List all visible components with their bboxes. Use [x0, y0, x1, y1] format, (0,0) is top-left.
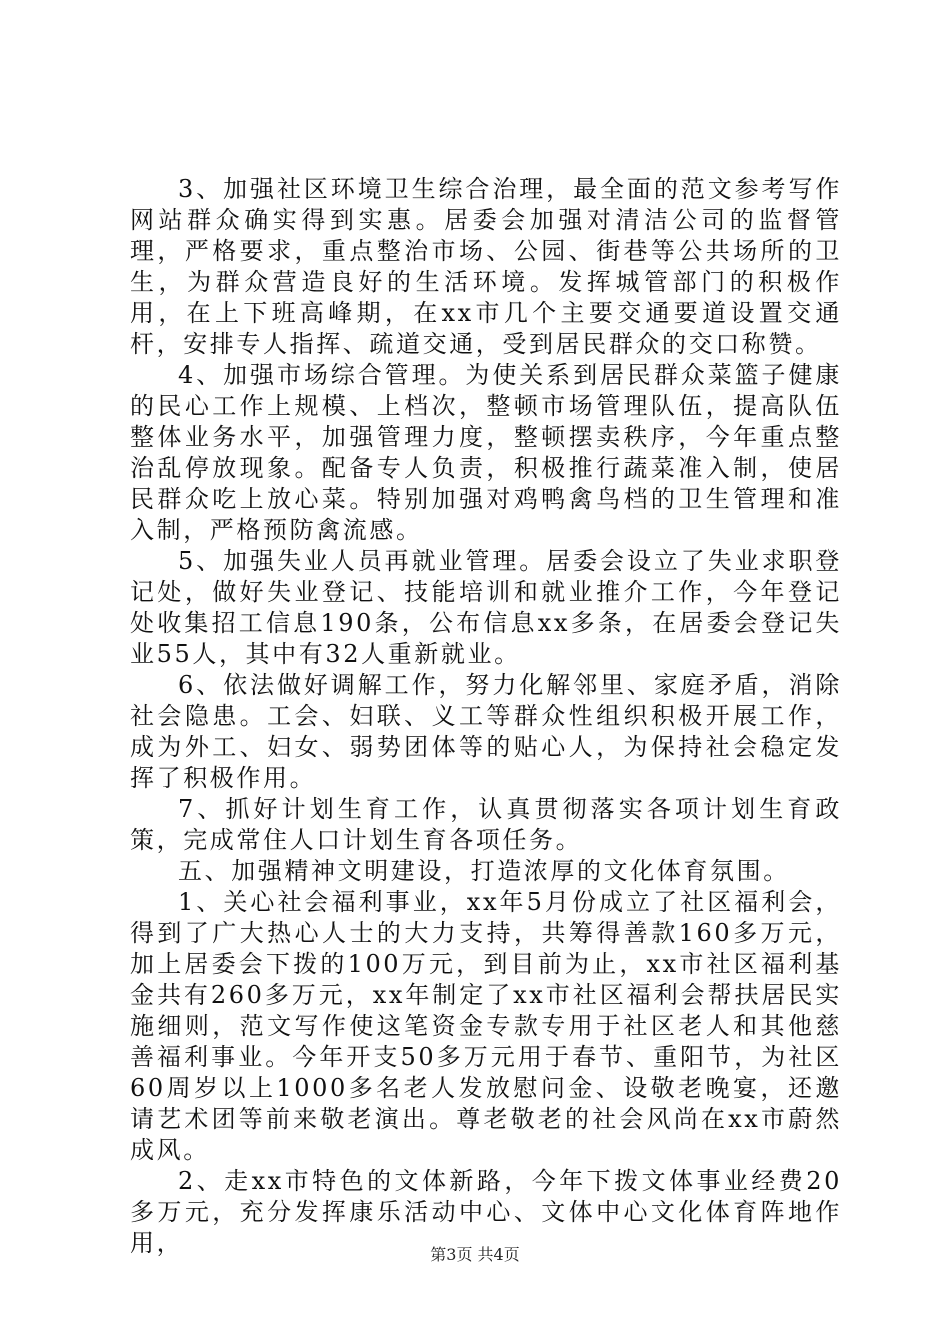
paragraph-item-4: 4、加强市场综合管理。为使关系到居民群众菜篮子健康的民心工作上规模、上档次，整顿市场管理队伍，提高队伍整体业务水平，加强管理力度，整顿摆卖秩序，今年重点整治乱停放现象。配备专人负责，积极推行蔬菜准入制，使居民群众吃上放心菜。特别加强对鸡鸭禽鸟档的卫生管理和准入制，严格预防禽流感。 — [130, 361, 842, 544]
section-heading-five: 五、加强精神文明建设，打造浓厚的文化体育氛围。 — [178, 857, 790, 885]
paragraph-item-6: 6、依法做好调解工作，努力化解邻里、家庭矛盾，消除社会隐患。工会、妇联、义工等群众性组织积极开展工作，成为外工、妇女、弱势团体等的贴心人，为保持社会稳定发挥了积极作用。 — [130, 671, 842, 792]
page-number-footer: 第3页 共4页 — [430, 1245, 520, 1264]
paragraph-item-2: 2、走xx市特色的文体新路，今年下拨文体事业经费20多万元，充分发挥康乐活动中心、文体中心文化体育阵地作用， — [130, 1167, 842, 1257]
paragraph-item-3: 3、加强社区环境卫生综合治理，最全面的范文参考写作网站群众确实得到实惠。居委会加强对清洁公司的监督管理，严格要求，重点整治市场、公园、街巷等公共场所的卫生，为群众营造良好的生活环境。发挥城管部门的积极作用，在上下班高峰期，在xx市几个主要交通要道设置交通杆，安排专人指挥、疏道交通，受到居民群众的交口称赞。 — [130, 175, 842, 358]
document-body — [130, 174, 842, 1259]
paragraph-item-5: 5、加强失业人员再就业管理。居委会设立了失业求职登记处，做好失业登记、技能培训和就业推介工作，今年登记处收集招工信息190条，公布信息xx多条，在居委会登记失业55人，其中有32人重新就业。 — [130, 547, 842, 668]
paragraph-item-7: 7、抓好计划生育工作，认真贯彻落实各项计划生育政策，完成常住人口计划生育各项任务。 — [130, 795, 842, 854]
paragraph-item-1: 1、关心社会福利事业，xx年5月份成立了社区福利会，得到了广大热心人士的大力支持，共筹得善款160多万元，加上居委会下拨的100万元，到目前为止，xx市社区福利基金共有260多万元，xx年制定了xx市社区福利会帮扶居民实施细则，范文写作使这笔资金专款专用于社区老人和其他慈善福利事业。今年开支50多万元用于春节、重阳节，为社区60周岁以上1000多名老人发放慰问金、设敬老晚宴，还邀请艺术团等前来敬老演出。尊老敬老的社会风尚在xx市蔚然成风。 — [130, 888, 842, 1164]
